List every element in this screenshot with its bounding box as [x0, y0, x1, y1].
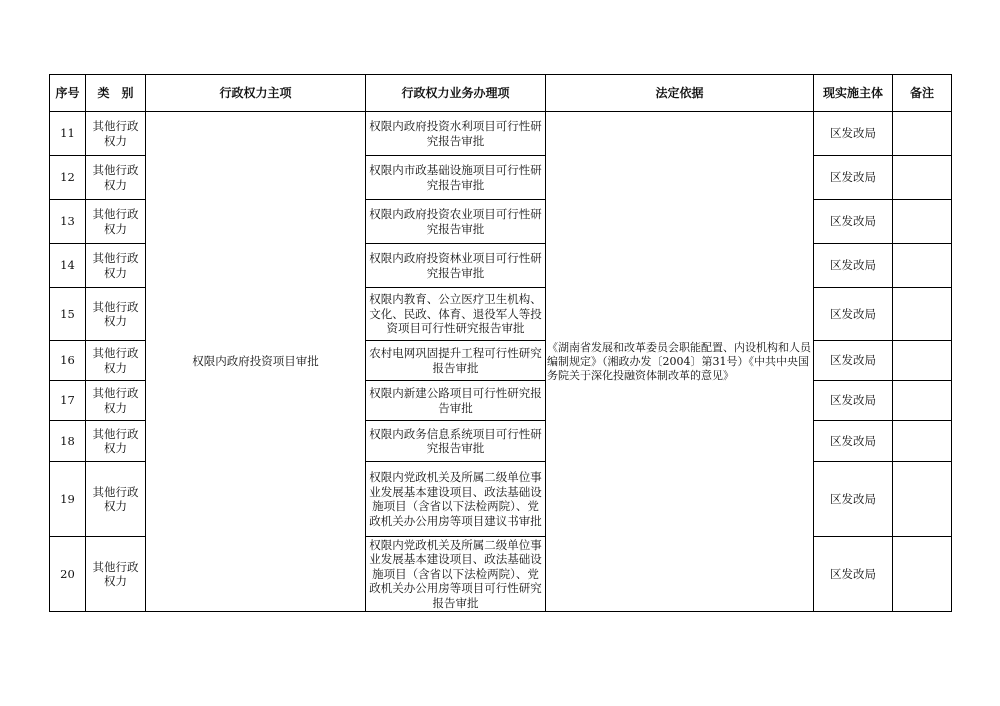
- seq-cell: 18: [50, 421, 86, 462]
- header-legal-basis: 法定依据: [546, 75, 814, 112]
- category-cell: 其他行政权力: [86, 462, 146, 537]
- implementer-cell: 区发改局: [814, 421, 893, 462]
- table-row: [50, 112, 952, 156]
- header-business-item: 行政权力业务办理项: [366, 75, 546, 112]
- business-item-cell: 农村电网巩固提升工程可行性研究报告审批: [366, 341, 546, 381]
- remarks-cell: [893, 288, 952, 341]
- category-cell: 其他行政权力: [86, 537, 146, 612]
- remarks-cell: [893, 462, 952, 537]
- seq-cell: 19: [50, 462, 86, 537]
- header-main-item: 行政权力主项: [146, 75, 366, 112]
- implementer-cell: 区发改局: [814, 156, 893, 200]
- category-cell: 其他行政权力: [86, 288, 146, 341]
- category-cell: 其他行政权力: [86, 341, 146, 381]
- business-item-cell: 权限内政府投资林业项目可行性研究报告审批: [366, 244, 546, 288]
- business-item-cell: 权限内党政机关及所属二级单位事业发展基本建设项目、政法基础设施项目（含省以下法检两院）、党政机关办公用房等项目建议书审批: [366, 462, 546, 537]
- category-cell: 其他行政权力: [86, 112, 146, 156]
- remarks-cell: [893, 537, 952, 612]
- remarks-cell: [893, 156, 952, 200]
- seq-cell: 14: [50, 244, 86, 288]
- business-item-cell: 权限内政务信息系统项目可行性研究报告审批: [366, 421, 546, 462]
- header-seq: 序号: [50, 75, 86, 112]
- implementer-cell: 区发改局: [814, 288, 893, 341]
- remarks-cell: [893, 112, 952, 156]
- business-item-cell: 权限内政府投资水利项目可行性研究报告审批: [366, 112, 546, 156]
- category-cell: 其他行政权力: [86, 244, 146, 288]
- implementer-cell: 区发改局: [814, 112, 893, 156]
- seq-cell: 20: [50, 537, 86, 612]
- implementer-cell: 区发改局: [814, 381, 893, 421]
- implementer-cell: 区发改局: [814, 537, 893, 612]
- seq-cell: 17: [50, 381, 86, 421]
- header-remarks: 备注: [893, 75, 952, 112]
- seq-cell: 16: [50, 341, 86, 381]
- remarks-cell: [893, 341, 952, 381]
- category-cell: 其他行政权力: [86, 156, 146, 200]
- main-item-cell: 权限内政府投资项目审批: [146, 112, 366, 612]
- business-item-cell: 权限内市政基础设施项目可行性研究报告审批: [366, 156, 546, 200]
- category-cell: 其他行政权力: [86, 381, 146, 421]
- remarks-cell: [893, 244, 952, 288]
- remarks-cell: [893, 200, 952, 244]
- remarks-cell: [893, 381, 952, 421]
- power-list-table: [49, 74, 952, 612]
- header-row: [50, 75, 952, 112]
- implementer-cell: 区发改局: [814, 200, 893, 244]
- remarks-cell: [893, 421, 952, 462]
- header-implementer: 现实施主体: [814, 75, 893, 112]
- business-item-cell: 权限内政府投资农业项目可行性研究报告审批: [366, 200, 546, 244]
- business-item-cell: 权限内新建公路项目可行性研究报告审批: [366, 381, 546, 421]
- header-category: 类 别: [86, 75, 146, 112]
- implementer-cell: 区发改局: [814, 341, 893, 381]
- category-cell: 其他行政权力: [86, 421, 146, 462]
- business-item-cell: 权限内党政机关及所属二级单位事业发展基本建设项目、政法基础设施项目（含省以下法检两院）、党政机关办公用房等项目可行性研究报告审批: [366, 537, 546, 612]
- legal-basis-cell: 《湖南省发展和改革委员会职能配置、内设机构和人员编制规定》（湘政办发〔2004〕第31号）《中共中央国务院关于深化投融资体制改革的意见》: [546, 112, 814, 612]
- category-cell: 其他行政权力: [86, 200, 146, 244]
- seq-cell: 13: [50, 200, 86, 244]
- business-item-cell: 权限内教育、公立医疗卫生机构、文化、民政、体育、退役军人等投资项目可行性研究报告审批: [366, 288, 546, 341]
- implementer-cell: 区发改局: [814, 244, 893, 288]
- seq-cell: 11: [50, 112, 86, 156]
- implementer-cell: 区发改局: [814, 462, 893, 537]
- seq-cell: 15: [50, 288, 86, 341]
- seq-cell: 12: [50, 156, 86, 200]
